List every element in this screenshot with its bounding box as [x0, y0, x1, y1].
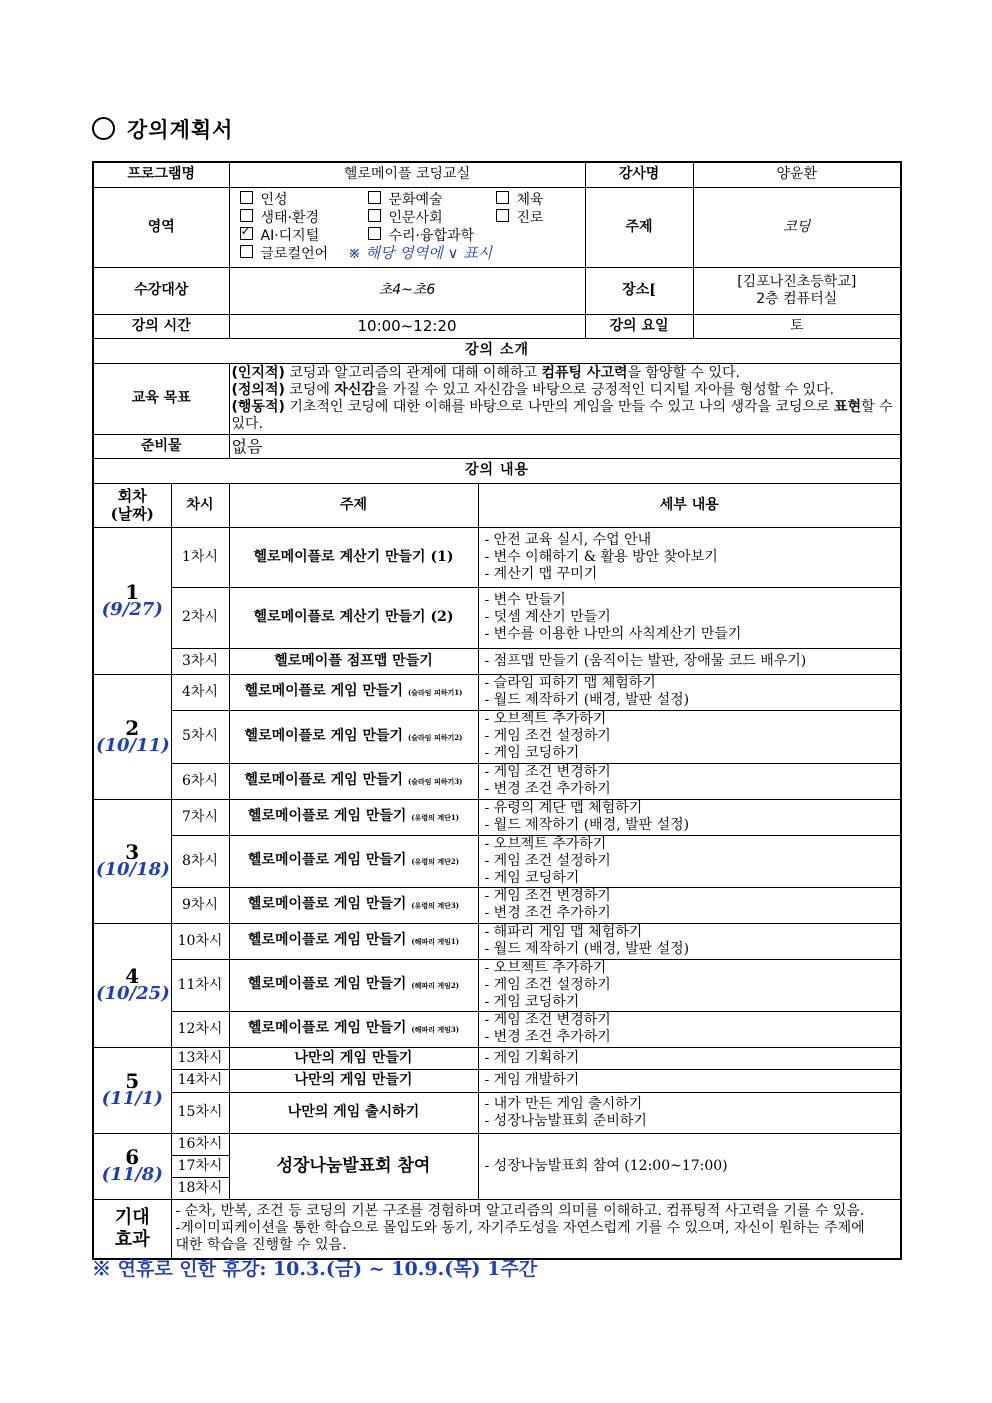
prep-value: 없음: [229, 434, 901, 458]
session-date: (10/25): [96, 983, 170, 1004]
area-item-insung[interactable]: 인성: [240, 191, 368, 209]
circle-bullet-icon: [92, 117, 115, 140]
document-title: [92, 114, 233, 144]
program-label: 프로그램명: [93, 162, 229, 187]
goal-cognitive: (인지적) 코딩과 알고리즘의 관계에 대해 이해하고 컴퓨팅 사고력을 함양할 수 있다.: [231, 364, 740, 381]
period-cell: 11차시: [171, 959, 229, 1011]
session-cell: [93, 799, 171, 923]
area-item-pe[interactable]: 체육: [496, 191, 544, 209]
session-cell: [93, 1047, 171, 1133]
checkbox-icon[interactable]: [368, 227, 381, 240]
period-cell: 18차시: [171, 1177, 229, 1199]
area-item-ai-digital[interactable]: ✓AI·디지털: [240, 227, 368, 245]
area-item-math-science[interactable]: 수리·융합과학: [368, 227, 475, 245]
checkbox-icon[interactable]: [496, 209, 509, 222]
effect-label: 기대 효과: [93, 1199, 171, 1259]
target-label: 수강대상: [93, 267, 229, 314]
area-item-career[interactable]: 진로: [496, 209, 544, 227]
document-title-text: 강의계획서: [127, 117, 234, 142]
area-item-glocal-language[interactable]: 글로컬언어: [240, 245, 329, 263]
period-cell: 9차시: [171, 887, 229, 923]
place-value: [693, 267, 901, 314]
content-section-title: 강의 내용: [93, 458, 901, 483]
topic-cell: 나만의 게임 만들기: [229, 1069, 478, 1092]
program-value: 헬로메이플 코딩교실: [229, 162, 585, 187]
topic-cell: 헬로메이플로 게임 만들기 (유령의 계단1): [229, 799, 478, 835]
target-value: 초4~초6: [229, 267, 585, 314]
period-cell: 7차시: [171, 799, 229, 835]
period-cell: 6차시: [171, 763, 229, 799]
topic-cell: 헬로메이플로 게임 만들기 (유령의 계단2): [229, 835, 478, 887]
topic-cell: 헬로메이플로 게임 만들기 (해파리 게임1): [229, 923, 478, 959]
session-number: 4: [125, 964, 140, 988]
detail-cell: - 게임 조건 변경하기 - 변경 조건 추가하기: [478, 887, 901, 923]
topic-cell: 헬로메이플로 게임 만들기 (유령의 계단3): [229, 887, 478, 923]
period-cell: 10차시: [171, 923, 229, 959]
time-value: 10:00~12:20: [229, 314, 585, 338]
session-number: 2: [125, 715, 140, 740]
lecture-plan-table: [92, 161, 902, 1260]
checkbox-icon[interactable]: [240, 209, 253, 222]
checked-checkbox-icon[interactable]: [240, 227, 253, 240]
detail-cell: - 오브젝트 추가하기 - 게임 조건 설정하기 - 게임 코딩하기: [478, 710, 901, 763]
holiday-notice: ※ 연휴로 인한 휴강: 10.3.(금) ~ 10.9.(목) 1주간: [92, 1258, 538, 1280]
session-date: (10/11): [96, 734, 170, 756]
area-item-culture[interactable]: 문화예술: [368, 191, 496, 209]
session-date: (11/1): [101, 1088, 163, 1109]
area-checklist: [229, 187, 585, 267]
topic-cell: 나만의 게임 만들기: [229, 1047, 478, 1069]
place-line-1: [김포나진초등학교]: [737, 273, 857, 290]
session-cell: [93, 674, 171, 799]
intro-section-title: 강의 소개: [93, 338, 901, 363]
period-cell: 4차시: [171, 674, 229, 710]
goal-list: [229, 363, 901, 434]
detail-cell: - 유령의 계단 맵 체험하기 - 월드 제작하기 (배경, 발판 설정): [478, 799, 901, 835]
detail-cell: - 오브젝트 추가하기 - 게임 조건 설정하기 - 게임 코딩하기: [478, 835, 901, 887]
col-round-header: 회차 (날짜): [93, 483, 171, 527]
detail-cell: - 오브젝트 추가하기 - 게임 조건 설정하기 - 게임 코딩하기: [478, 959, 901, 1011]
session-number: 5: [125, 1069, 140, 1093]
session-date: (11/8): [101, 1164, 163, 1185]
period-cell: 16차시: [171, 1133, 229, 1155]
day-value: 토: [693, 314, 901, 338]
checkbox-icon[interactable]: [240, 191, 253, 204]
checkbox-icon[interactable]: [496, 191, 509, 204]
topic-cell: 헬로메이플 점프맵 만들기: [229, 648, 478, 674]
period-cell: 2차시: [171, 587, 229, 648]
col-period-header: 차시: [171, 483, 229, 527]
session-number: 1: [125, 579, 140, 604]
topic-cell: 헬로메이플로 계산기 만들기 (2): [229, 587, 478, 648]
detail-cell: - 게임 개발하기: [478, 1069, 901, 1092]
topic-cell: 나만의 게임 출시하기: [229, 1092, 478, 1133]
detail-cell: - 게임 기획하기: [478, 1047, 901, 1069]
detail-cell: - 해파리 게임 맵 체험하기 - 월드 제작하기 (배경, 발판 설정): [478, 923, 901, 959]
session-cell: [93, 527, 171, 674]
detail-cell: - 게임 조건 변경하기 - 변경 조건 추가하기: [478, 1011, 901, 1047]
goal-label: 교육 목표: [93, 363, 229, 434]
instructor-label: 강사명: [585, 162, 693, 187]
area-label: 영역: [93, 187, 229, 267]
detail-cell: - 점프맵 만들기 (움직이는 발판, 장애물 코드 배우기): [478, 648, 901, 674]
detail-cell: - 안전 교육 실시, 수업 안내 - 변수 이해하기 & 활용 방안 찾아보기 - 계산기 맵 꾸미기: [478, 527, 901, 587]
period-cell: 3차시: [171, 648, 229, 674]
detail-cell: - 성장나눔발표회 참여 (12:00~17:00): [478, 1133, 901, 1199]
time-label: 강의 시간: [93, 314, 229, 338]
area-item-ecology[interactable]: 생태·환경: [240, 209, 368, 227]
topic-cell: 성장나눔발표회 참여: [229, 1133, 478, 1199]
period-cell: 12차시: [171, 1011, 229, 1047]
subject-value: 코딩: [693, 187, 901, 267]
period-cell: 17차시: [171, 1155, 229, 1177]
period-cell: 5차시: [171, 710, 229, 763]
place-line-2: 2층 컴퓨터실: [756, 290, 838, 307]
area-item-humanities[interactable]: 인문사회: [368, 209, 496, 227]
period-cell: 15차시: [171, 1092, 229, 1133]
effect-text: - 순차, 반복, 조건 등 코딩의 기본 구조를 경험하며 알고리즘의 의미를 이해하고. 컴퓨팅적 사고력을 기를 수 있음. -게이미피케이션을 통한 학습으로 몰입도와 동기, 자기주도성을 자연스럽게 기를 수 있으며, 자신이 원하는 주제에 대한 학습을 진행할 수 있음.: [171, 1199, 901, 1259]
detail-cell: - 게임 조건 변경하기 - 변경 조건 추가하기: [478, 763, 901, 799]
topic-cell: 헬로메이플로 게임 만들기 (슬라임 피하기1): [229, 674, 478, 710]
session-date: (9/27): [101, 598, 163, 620]
session-cell: [93, 923, 171, 1047]
topic-cell: 헬로메이플로 게임 만들기 (슬라임 피하기2): [229, 710, 478, 763]
period-cell: 14차시: [171, 1069, 229, 1092]
session-number: 6: [125, 1145, 140, 1169]
goal-behavioral: (행동적) 기초적인 코딩에 대한 이해를 바탕으로 나만의 게임을 만들 수 있고 나의 생각을 코딩으로 표현할 수 있다.: [231, 398, 893, 432]
topic-cell: 헬로메이플로 게임 만들기 (슬라임 피하기3): [229, 763, 478, 799]
topic-cell: 헬로메이플로 계산기 만들기 (1): [229, 527, 478, 587]
topic-cell: 헬로메이플로 게임 만들기 (해파리 게임2): [229, 959, 478, 1011]
period-cell: 1차시: [171, 527, 229, 587]
session-date: (10/18): [96, 859, 170, 880]
period-cell: 8차시: [171, 835, 229, 887]
area-note: ※ 해당 영역에 ∨ 표시: [348, 244, 493, 262]
place-label: 장소[: [585, 267, 693, 314]
detail-cell: - 슬라임 피하기 맵 체험하기 - 월드 제작하기 (배경, 발판 설정): [478, 674, 901, 710]
subject-label: 주제: [585, 187, 693, 267]
col-topic-header: 주제: [229, 483, 478, 527]
col-detail-header: 세부 내용: [478, 483, 901, 527]
checkbox-icon[interactable]: [368, 209, 381, 222]
session-cell: [93, 1133, 171, 1199]
checkbox-icon[interactable]: [368, 191, 381, 204]
session-number: 3: [125, 840, 140, 864]
detail-cell: - 내가 만든 게임 출시하기 - 성장나눔발표회 준비하기: [478, 1092, 901, 1133]
goal-affective: (정의적) 코딩에 자신감을 가질 수 있고 자신감을 바탕으로 긍정적인 디지털 자아를 형성할 수 있다.: [231, 381, 835, 398]
day-label: 강의 요일: [585, 314, 693, 338]
checkbox-icon[interactable]: [240, 245, 253, 258]
topic-cell: 헬로메이플로 게임 만들기 (해파리 게임3): [229, 1011, 478, 1047]
period-cell: 13차시: [171, 1047, 229, 1069]
detail-cell: - 변수 만들기 - 덧셈 계산기 만들기 - 변수를 이용한 나만의 사칙계산기 만들기: [478, 587, 901, 648]
prep-label: 준비물: [93, 434, 229, 458]
instructor-value: 양윤환: [693, 162, 901, 187]
